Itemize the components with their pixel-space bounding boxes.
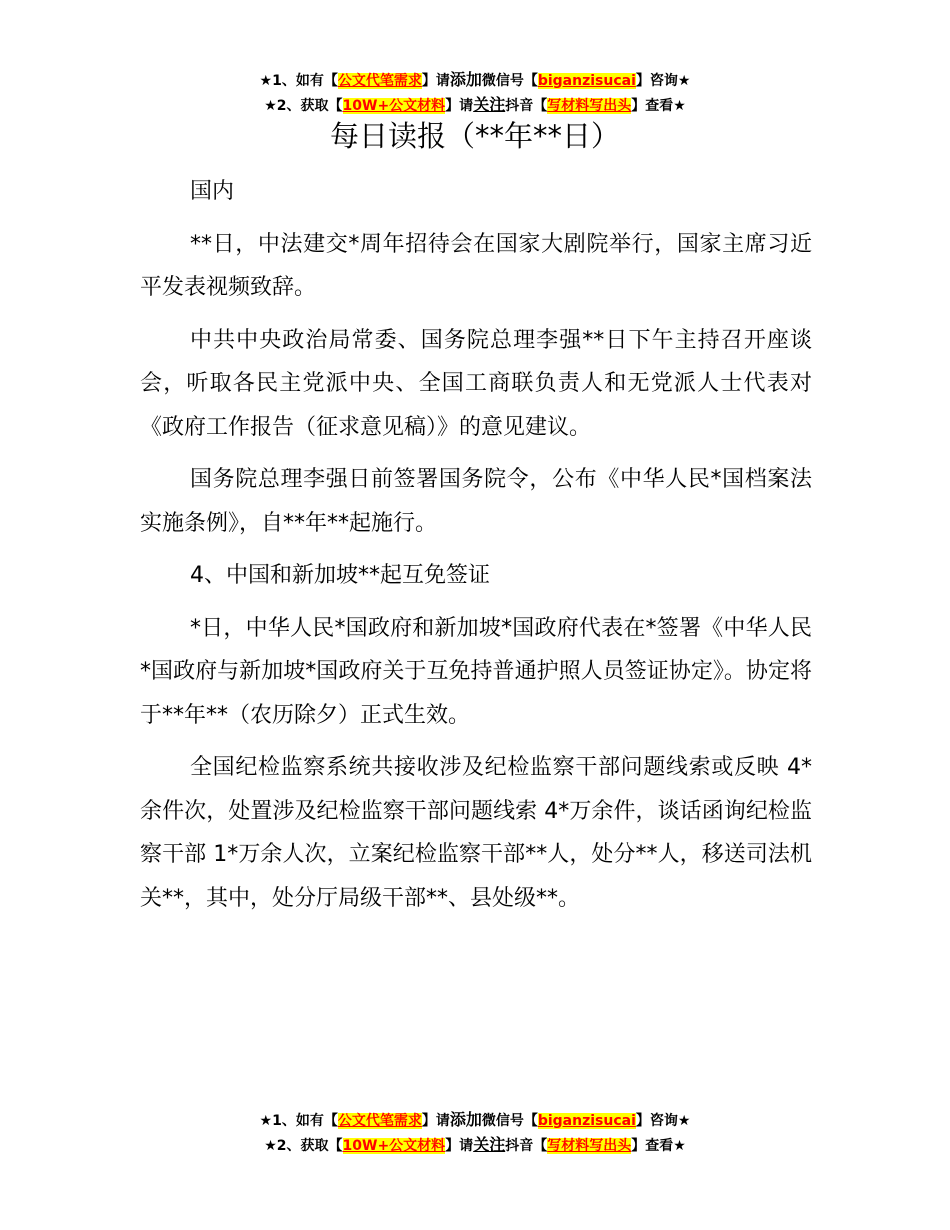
- news-paragraph: 中共中央政治局常委、国务院总理李强**日下午主持召开座谈会，听取各民主党派中央、全国工商联负责人和无党派人士代表对《政府工作报告（征求意见稿）》的意见建议。: [140, 327, 812, 440]
- promo-highlight: 公文代笔需求: [337, 73, 422, 89]
- promo-text: 】请: [421, 73, 450, 89]
- promo-text: 】请: [445, 1138, 474, 1154]
- footer-promo-banner: [0, 1108, 950, 1158]
- promo-line-1: [0, 1108, 950, 1133]
- promo-emphasis: 关注: [473, 1135, 506, 1154]
- promo-text: 】请: [421, 1113, 450, 1129]
- star-icon: ★: [673, 1138, 686, 1154]
- promo-text: 抖音【: [505, 1138, 548, 1154]
- header-promo-banner: [0, 68, 950, 118]
- section-heading: 国内: [190, 179, 235, 204]
- promo-line-2: [0, 1133, 950, 1158]
- promo-highlight: 10W+公文材料: [342, 98, 446, 114]
- star-icon: ★: [677, 73, 691, 89]
- wechat-id-highlight: biganzisucai: [537, 1113, 636, 1129]
- promo-emphasis: 添加: [449, 70, 482, 89]
- news-paragraph: 国务院总理李强日前签署国务院令，公布《中华人民*国档案法实施条例》，自**年**起施行。: [140, 467, 812, 536]
- promo-line-2: [0, 93, 950, 118]
- douyin-id-highlight: 写材料写出头: [547, 1138, 632, 1154]
- star-icon: ★: [259, 1113, 273, 1129]
- news-paragraph: *日，中华人民*国政府和新加坡*国政府代表在*签署《中华人民*国政府与新加坡*国政府关于互免持普通护照人员签证协定》。协定将于**年**（农历除夕）正式生效。: [140, 615, 812, 728]
- news-paragraph: **日，中法建交*周年招待会在国家大剧院举行，国家主席习近平发表视频致辞。: [140, 231, 812, 300]
- douyin-id-highlight: 写材料写出头: [547, 98, 632, 114]
- news-subheading: 4、中国和新加坡**起互免签证: [190, 563, 490, 588]
- promo-text: 2、获取【: [276, 98, 343, 114]
- promo-text: 】查看: [631, 98, 674, 114]
- star-icon: ★: [264, 98, 277, 114]
- promo-text: 】查看: [631, 1138, 674, 1154]
- star-icon: ★: [264, 1138, 277, 1154]
- promo-text: 微信号【: [481, 73, 538, 89]
- document-title: 每日读报（**年**日）: [329, 119, 620, 153]
- promo-emphasis: 添加: [449, 1110, 482, 1129]
- wechat-id-highlight: biganzisucai: [537, 73, 636, 89]
- news-paragraph: 全国纪检监察系统共接收涉及纪检监察干部问题线索或反映 4*余件次，处置涉及纪检监察干部问题线索 4*万余件，谈话函询纪检监察干部 1*万余人次，立案纪检监察干部**人，处分**人，移送司法机关**，其中，处分厅局级干部**、县处级**。: [140, 755, 812, 911]
- document-body: [140, 170, 812, 929]
- promo-text: 】咨询: [635, 73, 678, 89]
- promo-highlight: 公文代笔需求: [337, 1113, 422, 1129]
- promo-line-1: [0, 68, 950, 93]
- promo-text: 1、如有【: [272, 1113, 338, 1129]
- promo-emphasis: 关注: [473, 95, 506, 114]
- promo-text: 】请: [445, 98, 474, 114]
- promo-text: 】咨询: [635, 1113, 678, 1129]
- promo-text: 2、获取【: [276, 1138, 343, 1154]
- promo-text: 微信号【: [481, 1113, 538, 1129]
- star-icon: ★: [677, 1113, 691, 1129]
- star-icon: ★: [673, 98, 686, 114]
- star-icon: ★: [259, 73, 273, 89]
- promo-text: 抖音【: [505, 98, 548, 114]
- promo-highlight: 10W+公文材料: [342, 1138, 446, 1154]
- promo-text: 1、如有【: [272, 73, 338, 89]
